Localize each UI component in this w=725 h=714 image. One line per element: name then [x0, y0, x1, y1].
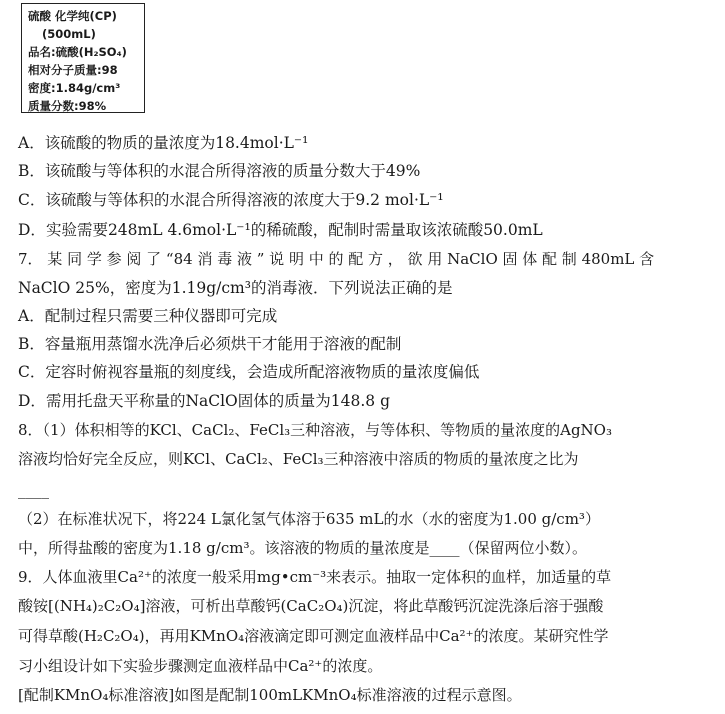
reagent-mass-fraction: 质量分数:98% [28, 99, 107, 113]
option-prefix: B． [18, 335, 45, 353]
q6-option-b [18, 161, 420, 181]
option-text: 该硫酸与等体积的水混合所得溶液的浓度大于9.2 mol·L⁻¹ [45, 191, 444, 209]
q9-line3: 可得草酸(H₂C₂O₄)，再用KMnO₄溶液滴定即可测定血液样品中Ca²⁺的浓度。某研究性学 [18, 627, 609, 645]
option-text: 定容时俯视容量瓶的刻度线，会造成所配溶液物质的量浓度偏低 [45, 363, 480, 381]
option-prefix: B． [18, 162, 45, 180]
option-text: 实验需要248mL 4.6mol·L⁻¹的稀硫酸，配制时需量取该浓硫酸50.0mL [45, 221, 543, 239]
reagent-title: 硫酸 化学纯(CP) [28, 9, 117, 23]
option-prefix: C． [18, 191, 46, 209]
q6-option-d [18, 220, 543, 240]
reagent-volume: (500mL) [42, 27, 96, 41]
q7-stem-line2: NaClO 25%，密度为1.19g/cm³的消毒液．下列说法正确的是 [18, 279, 453, 297]
q8-line4: 中，所得盐酸的密度为1.18 g/cm³。该溶液的物质的量浓度是____（保留两位小数）。 [18, 539, 587, 557]
option-text: 该硫酸的物质的量浓度为18.4mol·L⁻¹ [44, 134, 309, 152]
option-prefix: D． [18, 392, 46, 410]
reagent-name: 品名:硫酸(H₂SO₄) [28, 45, 127, 59]
q7-option-c [18, 362, 479, 382]
q6-option-c [18, 190, 444, 210]
option-text: 容量瓶用蒸馏水洗净后必须烘干才能用于溶液的配制 [44, 335, 402, 353]
q9-line4: 习小组设计如下实验步骤测定血液样品中Ca²⁺的浓度。 [18, 657, 383, 675]
q7-option-d [18, 391, 390, 411]
q7-option-a [18, 306, 277, 326]
q7-stem-line1: 7． 某 同 学 参 阅 了 “84 消 毒 液 ” 说 明 中 的 配 方 ， 欲 用 NaClO 固 体 配 制 480mL 含 [18, 250, 655, 268]
q8-line3: （2）在标准状况下，将224 L氯化氢气体溶于635 mL的水（水的密度为1.00 g/cm³） [18, 510, 600, 528]
option-prefix: A． [18, 307, 45, 325]
q7-option-b [18, 334, 401, 354]
q8-line1: 8．（1）体积相等的KCl、CaCl₂、FeCl₃三种溶液，与等体积、等物质的量浓度的AgNO₃ [18, 421, 612, 439]
q9-line5: [配制KMnO₄标准溶液]如图是配制100mLKMnO₄标准溶液的过程示意图。 [18, 686, 522, 704]
option-prefix: A． [18, 134, 45, 152]
option-prefix: C． [18, 363, 46, 381]
option-prefix: D． [18, 221, 46, 239]
q8-answer-blank: ____ [18, 481, 49, 499]
reagent-molar-mass: 相对分子质量:98 [28, 63, 118, 77]
q8-line2: 溶液均恰好完全反应，则KCl、CaCl₂、FeCl₃三种溶液中溶质的物质的量浓度之比为 [18, 450, 579, 468]
q6-option-a [18, 133, 308, 153]
option-text: 该硫酸与等体积的水混合所得溶液的质量分数大于49% [44, 162, 421, 180]
q9-line2: 酸铵[(NH₄)₂C₂O₄]溶液，可析出草酸钙(CaC₂O₄)沉淀，将此草酸钙沉淀洗涤后溶于强酸 [18, 597, 604, 615]
option-text: 需用托盘天平称量的NaClO固体的质量为148.8 g [45, 392, 390, 410]
option-text: 配制过程只需要三种仪器即可完成 [44, 307, 278, 325]
reagent-label [21, 3, 145, 113]
reagent-density: 密度:1.84g/cm³ [28, 81, 121, 95]
q9-line1: 9．人体血液里Ca²⁺的浓度一般采用mg•cm⁻³来表示。抽取一定体积的血样，加适量的草 [18, 568, 612, 586]
